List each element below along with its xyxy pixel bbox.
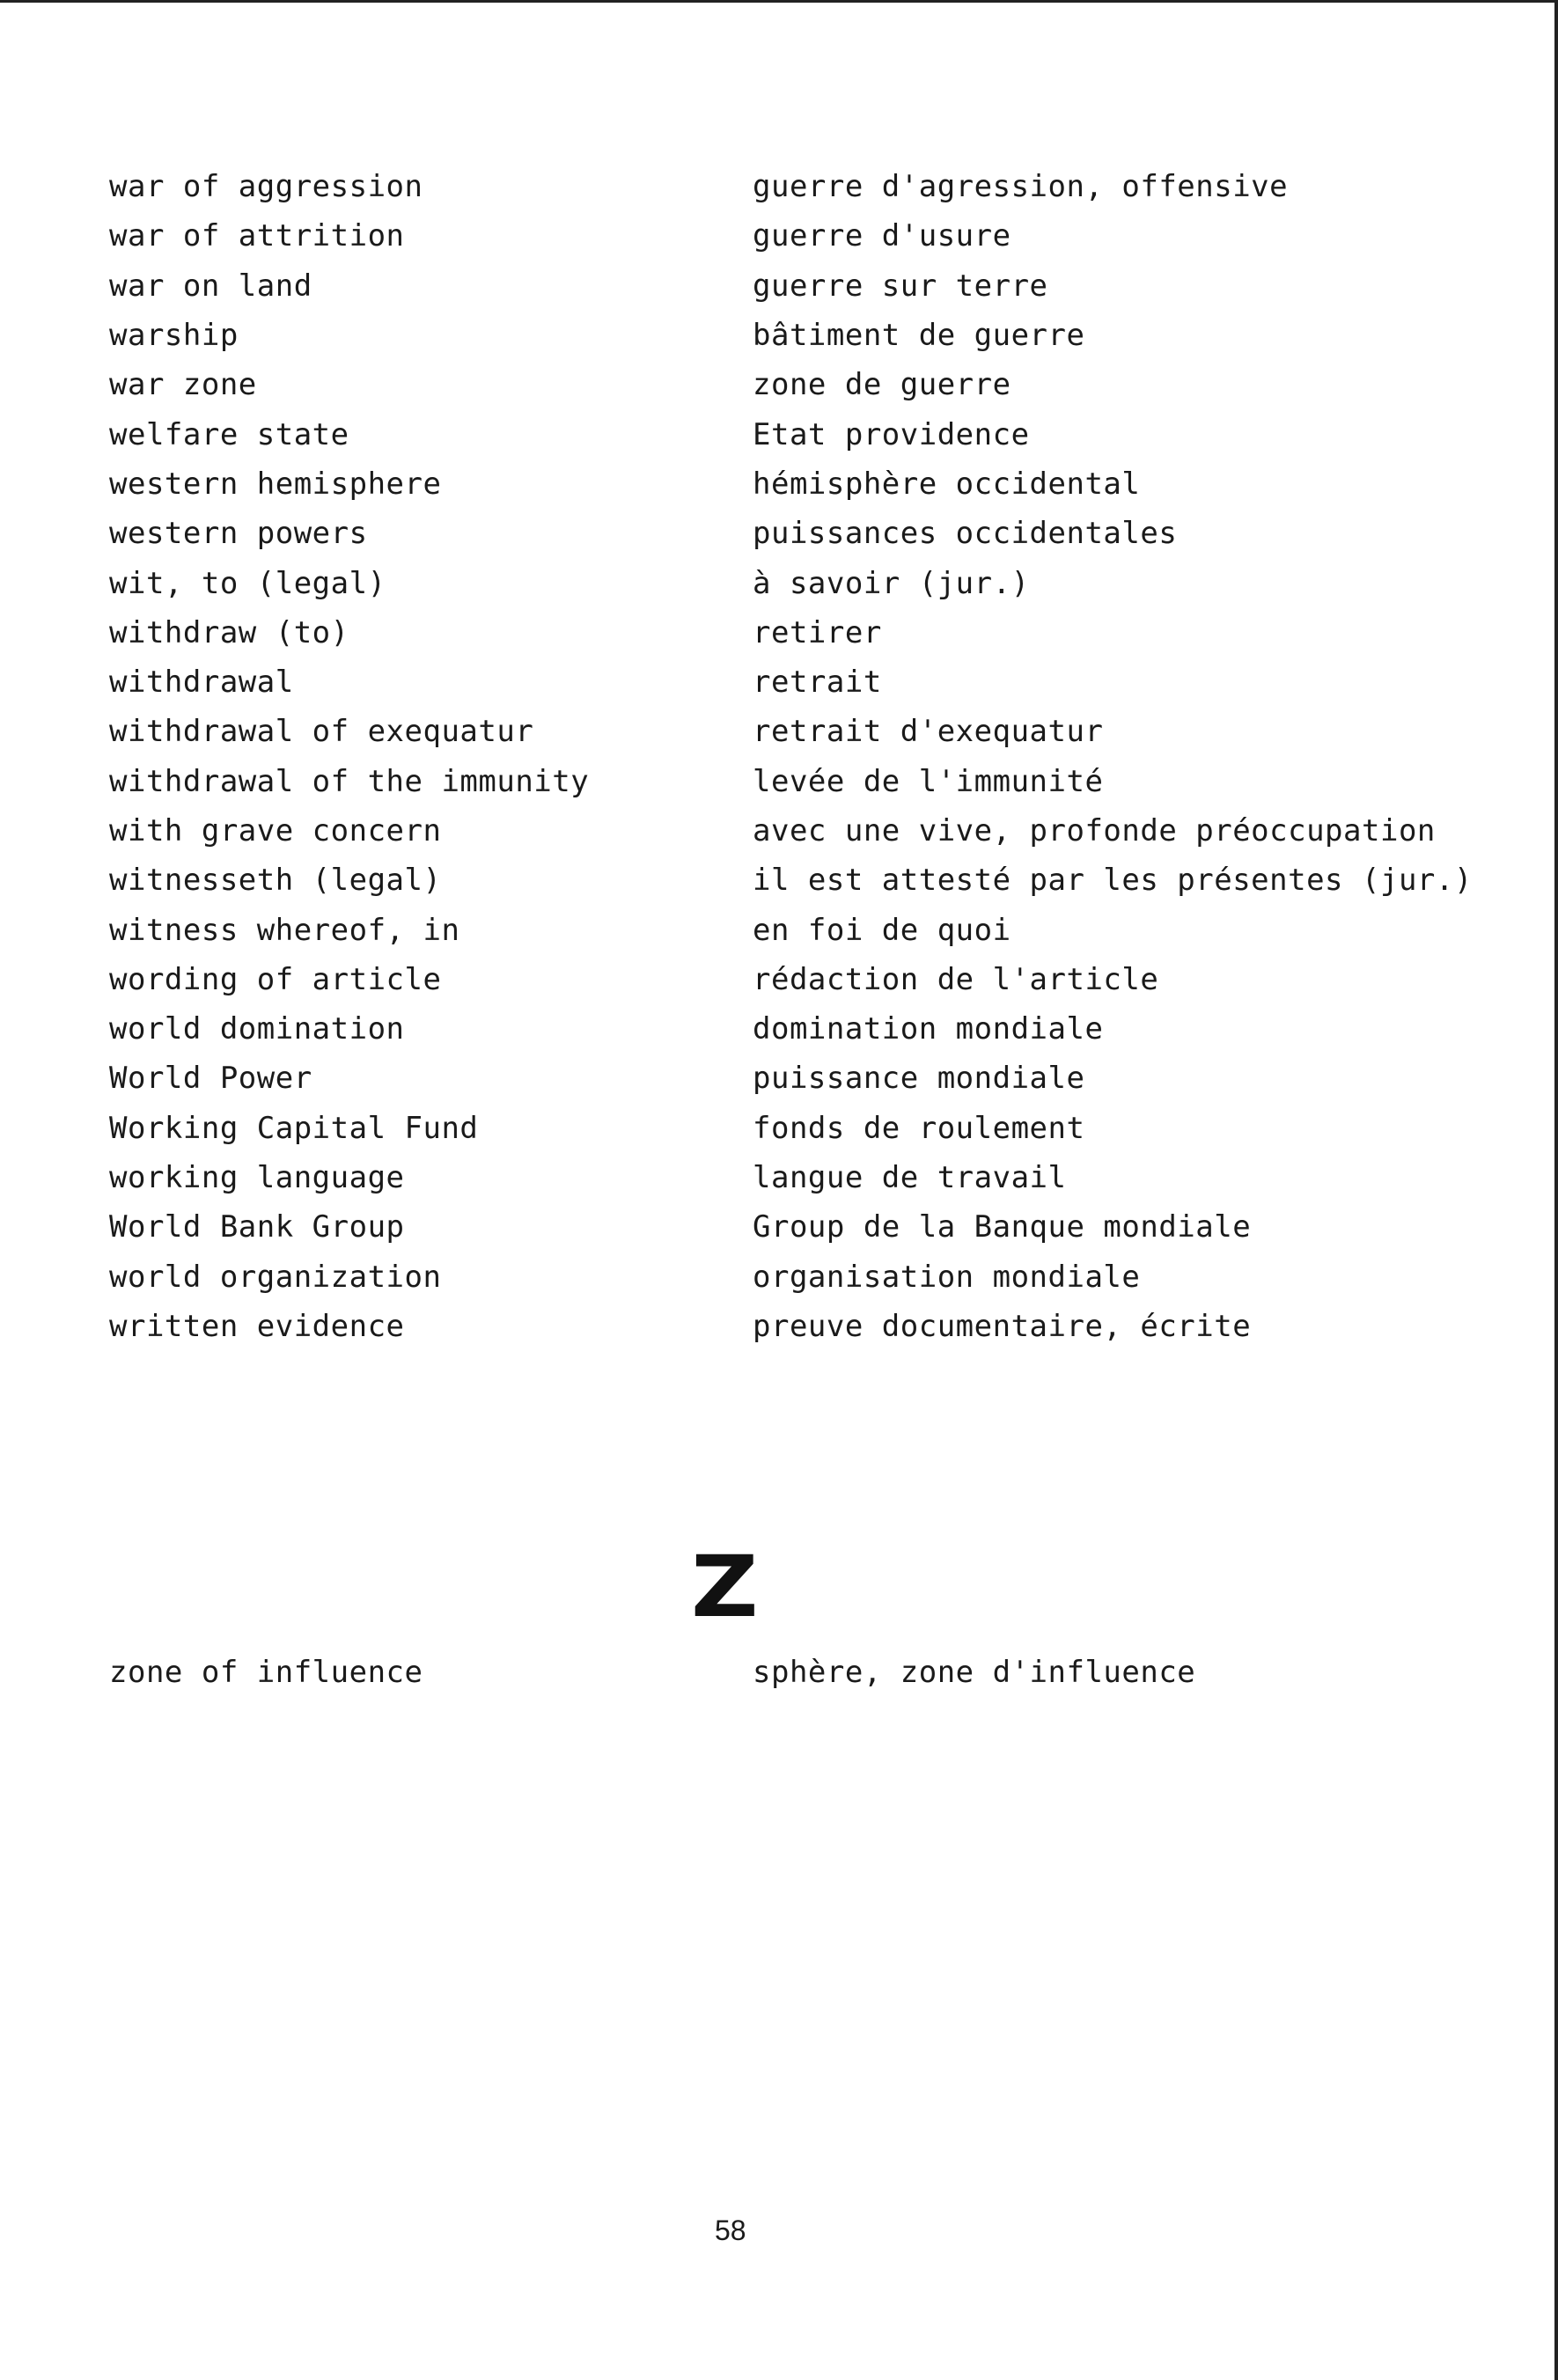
term-french: en foi de quoi xyxy=(753,912,1011,948)
glossary-list-w xyxy=(109,162,1473,1351)
term-english: western powers xyxy=(109,516,368,552)
glossary-entry xyxy=(109,1302,1412,1351)
glossary-entry xyxy=(109,1004,1412,1054)
term-english: witnesseth (legal) xyxy=(109,863,442,899)
glossary-entry xyxy=(109,261,1412,311)
term-french: preuve documentaire, écrite xyxy=(753,1308,1252,1344)
term-english: warship xyxy=(109,318,239,354)
term-french: fonds de roulement xyxy=(753,1110,1085,1146)
term-english: wording of article xyxy=(109,961,442,997)
glossary-entry xyxy=(109,806,1436,856)
glossary-entry xyxy=(109,608,1412,657)
term-french: domination mondiale xyxy=(753,1011,1104,1047)
glossary-entry xyxy=(109,409,1412,459)
term-french: Etat providence xyxy=(753,416,1030,452)
term-english: world domination xyxy=(109,1011,405,1047)
term-english: working language xyxy=(109,1160,405,1196)
section-letter-heading: Z xyxy=(691,1538,759,1636)
glossary-entry xyxy=(109,311,1412,360)
glossary-entry xyxy=(109,211,1412,261)
term-french: guerre sur terre xyxy=(753,268,1048,304)
term-english: world organization xyxy=(109,1259,442,1295)
term-french: langue de travail xyxy=(753,1160,1067,1196)
term-english: welfare state xyxy=(109,416,349,452)
term-english: zone of influence xyxy=(109,1655,423,1691)
term-english: World Power xyxy=(109,1061,312,1097)
term-french: Group de la Banque mondiale xyxy=(753,1209,1252,1245)
term-french: puissances occidentales xyxy=(753,516,1178,552)
glossary-entry xyxy=(109,558,1412,607)
term-french: puissance mondiale xyxy=(753,1061,1085,1097)
term-french: bâtiment de guerre xyxy=(753,318,1085,354)
term-french: levée de l'immunité xyxy=(753,763,1104,799)
term-french: il est attesté par les présentes (jur.) xyxy=(753,863,1473,899)
glossary-entry xyxy=(109,1202,1412,1252)
glossary-entry xyxy=(109,1252,1412,1302)
term-french: à savoir (jur.) xyxy=(753,565,1030,601)
term-english: witness whereof, in xyxy=(109,912,460,948)
glossary-entry xyxy=(109,856,1473,905)
term-french: sphère, zone d'influence xyxy=(753,1655,1196,1691)
term-english: withdrawal xyxy=(109,665,294,701)
term-english: war zone xyxy=(109,367,257,403)
term-french: guerre d'usure xyxy=(753,218,1011,254)
glossary-entry xyxy=(109,1054,1412,1103)
glossary-entry xyxy=(109,955,1412,1004)
term-french: rédaction de l'article xyxy=(753,961,1159,997)
term-english: wit, to (legal) xyxy=(109,565,386,601)
glossary-list-z xyxy=(109,1648,1412,1697)
term-english: with grave concern xyxy=(109,813,442,848)
term-french: hémisphère occidental xyxy=(753,466,1141,502)
term-french: retrait d'exequatur xyxy=(753,714,1104,750)
term-english: withdrawal of exequatur xyxy=(109,714,534,750)
term-english: Working Capital Fund xyxy=(109,1110,479,1146)
term-french: retrait xyxy=(753,665,882,701)
term-french: zone de guerre xyxy=(753,367,1011,403)
term-english: withdraw (to) xyxy=(109,614,349,650)
glossary-entry xyxy=(109,1153,1412,1202)
glossary-entry xyxy=(109,459,1412,509)
glossary-entry xyxy=(109,1104,1412,1153)
term-french: avec une vive, profonde préoccupation xyxy=(753,813,1436,848)
glossary-entry xyxy=(109,657,1412,707)
term-english: war of attrition xyxy=(109,218,405,254)
glossary-entry xyxy=(109,360,1412,409)
term-english: withdrawal of the immunity xyxy=(109,763,590,799)
term-english: World Bank Group xyxy=(109,1209,405,1245)
glossary-entry xyxy=(109,509,1412,558)
glossary-entry xyxy=(109,905,1412,954)
term-french: retirer xyxy=(753,614,882,650)
term-english: war on land xyxy=(109,268,312,304)
term-english: war of aggression xyxy=(109,169,423,205)
glossary-entry xyxy=(109,757,1412,806)
term-english: western hemisphere xyxy=(109,466,442,502)
glossary-entry xyxy=(109,162,1412,211)
glossary-entry xyxy=(109,1648,1412,1697)
term-french: guerre d'agression, offensive xyxy=(753,169,1289,205)
page-number: 58 xyxy=(715,2215,746,2246)
term-english: written evidence xyxy=(109,1308,405,1344)
glossary-entry xyxy=(109,707,1412,756)
term-french: organisation mondiale xyxy=(753,1259,1141,1295)
